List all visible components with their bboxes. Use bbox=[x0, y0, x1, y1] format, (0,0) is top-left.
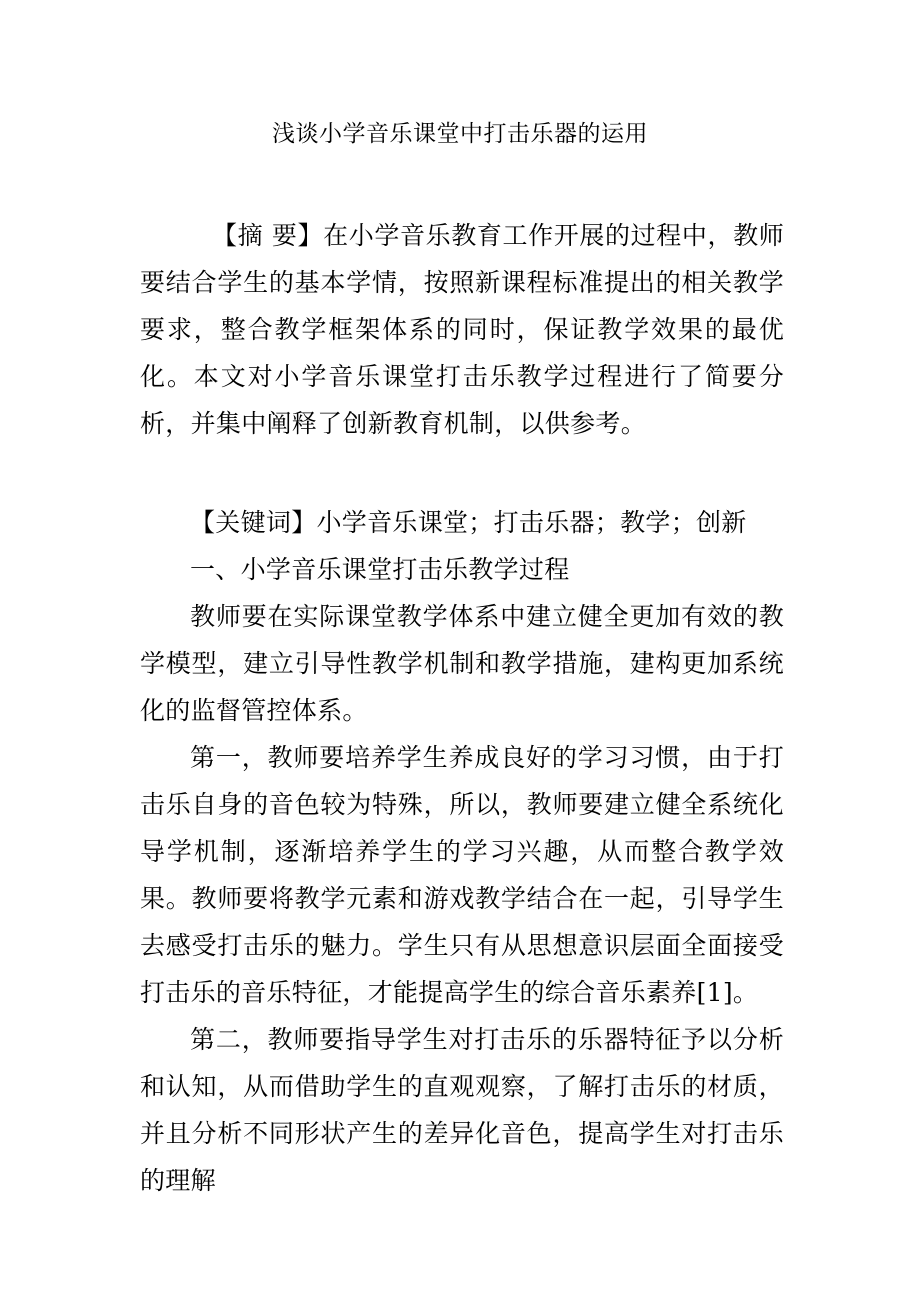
abstract-paragraph: 【摘 要】在小学音乐教育工作开展的过程中，教师要结合学生的基本学情，按照新课程标准提出的相关教学要求，整合教学框架体系的同时，保证教学效果的最优化。本文对小学音乐课堂打击乐教学过程进行了简要分析，并集中阐释了创新教育机制，以供参考。 bbox=[140, 221, 784, 438]
body-paragraph-2: 第一，教师要培养学生养成良好的学习习惯，由于打击乐自身的音色较为特殊，所以，教师要建立健全系统化导学机制，逐渐培养学生的学习兴趣，从而整合教学效果。教师要将教学元素和游戏教学结合在一起，引导学生去感受打击乐的魅力。学生只有从思想意识层面全面接受打击乐的音乐特征，才能提高学生的综合音乐素养[1]。 bbox=[140, 743, 784, 1007]
keywords-line: 【关键词】小学音乐课堂；打击乐器；教学；创新 bbox=[190, 508, 747, 537]
document-title: 浅谈小学音乐课堂中打击乐器的运用 bbox=[272, 121, 648, 147]
body-paragraph-1: 教师要在实际课堂教学体系中建立健全更加有效的教学模型，建立引导性教学机制和教学措施，建构更加系统化的监督管控体系。 bbox=[140, 602, 784, 725]
section-heading: 一、小学音乐课堂打击乐教学过程 bbox=[190, 555, 570, 584]
body-paragraph-3: 第二，教师要指导学生对打击乐的乐器特征予以分析和认知，从而借助学生的直观观察，了解打击乐的材质，并且分析不同形状产生的差异化音色，提高学生对打击乐的理解 bbox=[140, 1025, 784, 1195]
